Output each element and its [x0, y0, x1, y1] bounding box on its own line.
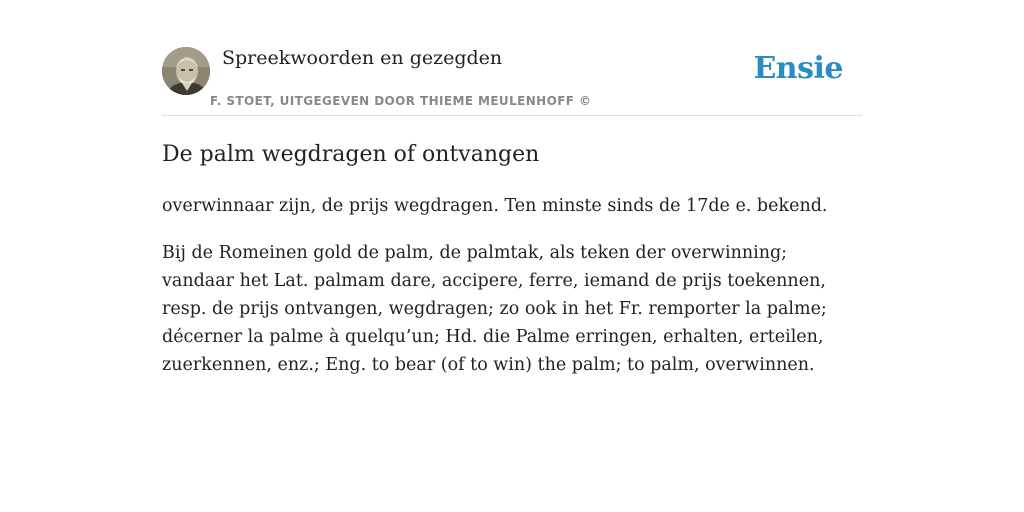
author-avatar	[162, 47, 210, 95]
entry-card	[162, 44, 862, 379]
book-title[interactable]: Spreekwoorden en gezegden	[222, 47, 503, 69]
book-source: F. STOET, UITGEGEVEN DOOR THIEME MEULENHOFF ©	[210, 94, 592, 108]
ensie-logo-link[interactable]: Ensie	[753, 51, 843, 86]
entry-header	[162, 44, 862, 116]
entry-title: De palm wegdragen of ontvangen	[162, 142, 540, 167]
entry-explanation: Bij de Romeinen gold de palm, de palmtak, als teken der overwinning; vandaar het Lat. palmam dare, accipere, ferre, iemand de prijs toekennen, resp. de prijs ontvangen, wegdragen; zo ook in het Fr. remporter la palme; décerner la palme à quelqu’un; Hd. die Palme erringen, erhalten, erteilen, zuerkennen, enz.; Eng. to bear (of to win) the palm; to palm, overwinnen.	[162, 243, 827, 375]
entry-definition: overwinnaar zijn, de prijs wegdragen. Ten minste sinds de 17de e. bekend.	[162, 196, 828, 216]
author-portrait-icon	[162, 47, 210, 95]
